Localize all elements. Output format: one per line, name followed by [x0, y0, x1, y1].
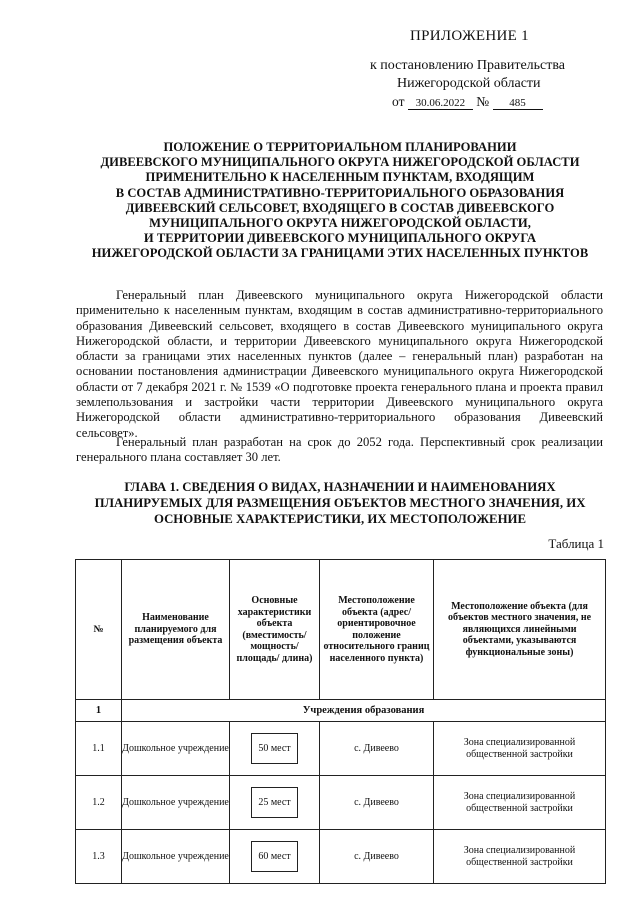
- body-paragraph-1: Генеральный план Дивеевского муниципального округа Нижегородской области применительно к населенным пунктам, входящим в состав административно-территориального образования Дивеевский сельсовет, входящего в состав Дивеевского муниципального округа Нижегородской области, и территории Дивеевского муниципального округа Нижегородской области за границами этих населенных пунктов (далее – генеральный план) разработан на основании постановления администрации Дивеевского муниципального округа Нижегородской области от 7 декабря 2021 г. № 1539 «О подготовке проекта генерального плана и проекта правил землепользования и застройки части территории Дивеевского муниципального округа Нижегородской области административно-территориального образования Дивеевский сельсовет».: [76, 288, 603, 440]
- row-capacity: [230, 830, 320, 884]
- title-line: В СОСТАВ АДМИНИСТРАТИВНО-ТЕРРИТОРИАЛЬНОГО ОБРАЗОВАНИЯ: [115, 185, 565, 200]
- capacity-box: 50 мест: [251, 733, 297, 765]
- appendix-heading: ПРИЛОЖЕНИЕ 1: [410, 28, 529, 44]
- table-row: [76, 776, 606, 830]
- title-line: И ТЕРРИТОРИИ ДИВЕЕВСКОГО МУНИЦИПАЛЬНОГО ОКРУГА: [143, 231, 537, 246]
- zone-text: Зона специализированной общественной застройки: [463, 845, 576, 868]
- header-characteristics: Основные характеристики объекта (вместимость/ мощность/ площадь/ длина): [230, 560, 320, 700]
- table-row: [76, 830, 606, 884]
- objects-table: [75, 559, 606, 884]
- capacity-box: 25 мест: [251, 787, 297, 819]
- title-line: ПОЛОЖЕНИЕ О ТЕРРИТОРИАЛЬНОМ ПЛАНИРОВАНИИ: [163, 140, 517, 154]
- table-row: [76, 722, 606, 776]
- capacity-box: 60 мест: [251, 841, 297, 873]
- row-object-name: Дошкольное учреждение: [122, 722, 230, 776]
- decree-date: 30.06.2022: [408, 97, 473, 110]
- row-zone: [434, 722, 606, 776]
- row-number: 1.3: [76, 830, 122, 884]
- row-number: 1.2: [76, 776, 122, 830]
- row-object-name: Дошкольное учреждение: [122, 776, 230, 830]
- chapter-line: ПЛАНИРУЕМЫХ ДЛЯ РАЗМЕЩЕНИЯ ОБЪЕКТОВ МЕСТНОГО ЗНАЧЕНИЯ, ИХ: [94, 496, 586, 510]
- document-title: [60, 140, 620, 262]
- decree-line-1: к постановлению Правительства: [370, 58, 566, 73]
- decree-number: 485: [493, 97, 543, 110]
- title-line: НИЖЕГОРОДСКОЙ ОБЛАСТИ ЗА ГРАНИЦАМИ ЭТИХ НАСЕЛЕННЫХ ПУНКТОВ: [91, 246, 589, 261]
- row-capacity: [230, 776, 320, 830]
- chapter-heading: [80, 479, 600, 527]
- chapter-line: ГЛАВА 1. СВЕДЕНИЯ О ВИДАХ, НАЗНАЧЕНИИ И НАИМЕНОВАНИЯХ: [124, 480, 556, 494]
- decree-line-2: Нижегородской области: [397, 76, 541, 91]
- zone-text: Зона специализированной общественной застройки: [463, 737, 576, 760]
- table-header-row: [76, 560, 606, 700]
- row-zone: [434, 776, 606, 830]
- header-number: №: [76, 560, 122, 700]
- group-label: Учреждения образования: [122, 700, 606, 722]
- row-number: 1.1: [76, 722, 122, 776]
- table-label: Таблица 1: [548, 536, 604, 551]
- title-line: ДИВЕЕВСКОГО МУНИЦИПАЛЬНОГО ОКРУГА НИЖЕГОРОДСКОЙ ОБЛАСТИ: [100, 155, 580, 170]
- title-line: ПРИМЕНИТЕЛЬНО К НАСЕЛЕННЫМ ПУНКТАМ, ВХОДЯЩИМ: [145, 170, 535, 185]
- row-location: с. Дивеево: [320, 776, 434, 830]
- header-location: Местоположение объекта (адрес/ориентировочное положение относительного границ населенного пункта): [320, 560, 434, 700]
- zone-text: Зона специализированной общественной застройки: [463, 791, 576, 814]
- table-group-row: [76, 700, 606, 722]
- number-sign: №: [476, 94, 490, 109]
- row-object-name: Дошкольное учреждение: [122, 830, 230, 884]
- title-line: МУНИЦИПАЛЬНОГО ОКРУГА НИЖЕГОРОДСКОЙ ОБЛАСТИ,: [149, 216, 531, 231]
- row-capacity: [230, 722, 320, 776]
- row-zone: [434, 830, 606, 884]
- chapter-line: ОСНОВНЫЕ ХАРАКТЕРИСТИКИ, ИХ МЕСТОПОЛОЖЕНИЕ: [153, 512, 527, 526]
- group-number: 1: [76, 700, 122, 722]
- header-object-name: Наименование планируемого для размещения объекта: [122, 560, 230, 700]
- header-functional-zone: Местоположение объекта (для объектов местного значения, не являющихся линейными объектами, указываются функциональные зоны): [434, 560, 606, 700]
- row-location: с. Дивеево: [320, 830, 434, 884]
- decree-date-line: [392, 94, 543, 110]
- date-prefix: от: [392, 94, 405, 109]
- title-line: ДИВЕЕВСКИЙ СЕЛЬСОВЕТ, ВХОДЯЩЕГО В СОСТАВ ДИВЕЕВСКОГО: [125, 200, 555, 215]
- body-paragraph-2: Генеральный план разработан на срок до 2052 года. Перспективный срок реализации генерального плана составляет 30 лет.: [76, 435, 603, 465]
- row-location: с. Дивеево: [320, 722, 434, 776]
